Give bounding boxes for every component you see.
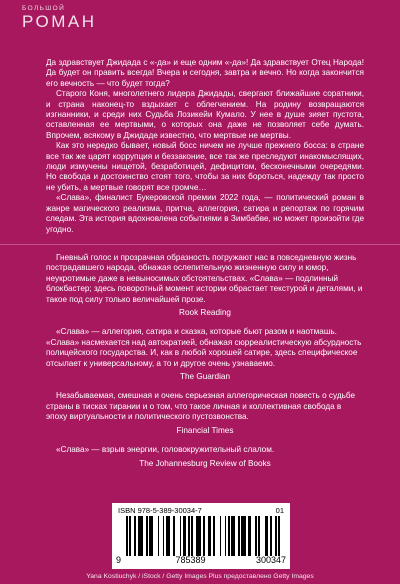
- review-item: [46, 445, 364, 469]
- isbn-line: [118, 506, 284, 515]
- review-source: The Johannesburg Review of Books: [139, 458, 271, 468]
- isbn-barcode: [112, 503, 290, 569]
- series-logo: [22, 5, 112, 30]
- isbn-number: ISBN 978-5-389-30034-7: [118, 506, 202, 515]
- review-quote: Незабываемая, смешная и очень серьезная аллегорическая повесть о судьбе страны в тисках тирании и о том, что такое личная и коллективная свобода в эпоху виртуальности и политического пустозвонства.: [46, 391, 356, 422]
- series-logo-small: БОЛЬШОЙ: [22, 5, 66, 12]
- review-source: The Guardian: [179, 372, 231, 382]
- review-quote: Гневный голос и прозрачная образность погружают нас в повседневную жизнь пострадавшего народа, обнажая ослепительную жизненную силу и юмор, неукротимые даже в невыносимых обстоятельствах. «Слава» — подлинный блокбастер; здесь поворотный момент истории обрастает текстурой и деталями, и такое под силу только величайшей прозе.: [46, 253, 363, 304]
- section-divider: [0, 244, 400, 245]
- annotation-paragraph: Да здравствует Джидада с «-да» и еще одним «-да»! Да здравствует Отец Народа! Да будет он править всегда! Вчера и сегодня, завтра и вечно. Но когда закончится его вечность — что будет тогда?: [46, 58, 364, 88]
- barcode-digit-group: 785389: [175, 555, 206, 565]
- annotation-text: [46, 58, 364, 235]
- barcode-digits: [116, 555, 286, 565]
- barcode-bars: [126, 516, 282, 556]
- review-source: Financial Times: [176, 425, 234, 435]
- review-quote: «Слава» — аллегория, сатира и сказка, которые бьют разом и наотмашь. «Слава» насмехается над автократией, обнажая сюрреалистическую абсурдность полицейского государства. И, как в любой хорошей сатире, здесь специфическое отсылает к универсальному, а то и другое очень узнаваемо.: [46, 327, 362, 368]
- press-reviews: [46, 253, 364, 478]
- isbn-addon: 01: [275, 506, 284, 515]
- review-item: [46, 391, 364, 436]
- annotation-paragraph: Как это нередко бывает, новый босс ничем не лучше прежнего босса: в стране все так же царят коррупция и беззаконие, все так же преследуют инакомыслящих, люди измучены нищетой, безработицей, дефицитом, бесконечными очередями. Но свобода и достоинство стоят того, чтобы за них бороться, надежду так просто не убить, а мертвые говорят все громче…: [46, 141, 364, 192]
- annotation-paragraph: «Слава», финалист Букеровской премии 2022 года, — политический роман в жанре магического реализма, притча, аллегория, сатира и репортаж по горячим следам. Эта история вдохновлена событиями в Зимбабве, но может произойти где угодно.: [46, 193, 364, 234]
- barcode-digit-group: 300347: [255, 555, 286, 565]
- review-source: Rook Reading: [179, 308, 231, 318]
- review-item: [46, 253, 364, 318]
- barcode-gap: [280, 516, 282, 556]
- barcode-digit-prefix: 9: [116, 555, 122, 565]
- review-item: [46, 327, 364, 382]
- photo-credit: Yana Kostiuchyk / iStock / Getty Images Plus предоставлено Getty Images: [86, 573, 314, 580]
- annotation-paragraph: Старого Коня, многолетнего лидера Джидады, свергают ближайшие соратники, и страна наконец-то вздыхает с облегчением. На родину возвращаются изгнанники, и среди них Судьба Лозикейи Кумало. У нее в душе зияет пустота, оставленная ее мертвыми, о которых она даже не позволяет себе думать. Впрочем, всякому в Джидаде известно, что мертвые не мертвы.: [46, 89, 364, 140]
- review-quote: «Слава» — взрыв энергии, головокружительный слалом.: [56, 445, 275, 455]
- series-logo-big: РОМАН: [22, 12, 97, 31]
